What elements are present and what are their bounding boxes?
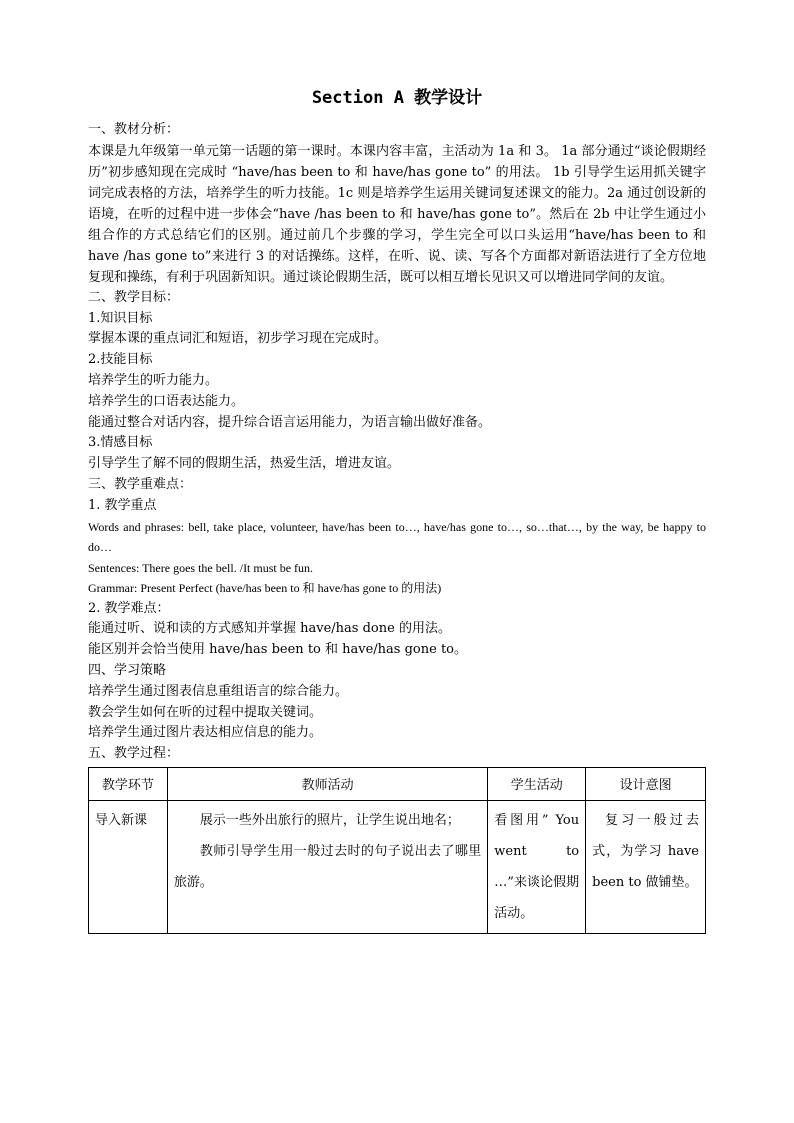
student-activity-text: 看图用” You went to …”来谈论假期活动。	[494, 812, 580, 921]
strategy-1: 培养学生通过图表信息重组语言的综合能力。	[88, 683, 349, 699]
cell-student-activity	[488, 800, 586, 933]
header-design-intent: 设计意图	[586, 767, 706, 800]
cell-design-intent	[586, 800, 706, 933]
design-intent-text: 复习一般过去式，为学习 have been to 做铺垫。	[592, 812, 699, 890]
analysis-paragraph: 本课是九年级第一单元第一话题的第一课时。本课内容丰富，主活动为 1a 和 3。 1a 部分通过“谈论假期经历”初步感知现在完成时 “have/has been to 和 have/has gone to” 的用法。 1b 引导学生运用抓关键字词完成表格的方法，培养学生的听力技能。1c 则是培养学生运用关键词复述课文的能力。2a 通过创设新的语境，在听的过程中进一步体会“have /has been to 和 have/has gone to”。然后在 2b 中让学生通过小组合作的方式总结它们的区别。通过前几个步骤的学习，学生完全可以口头运用“have/has been to 和 have /has gone to”来进行 3 的对话操练。这样，在听、说、读、写各个方面都对新语法进行了全方位地复现和操练，有利于巩固新知识。通过谈论假期生活，既可以相互增长见识又可以增进同学间的友谊。	[88, 143, 706, 285]
key-grammar: Grammar: Present Perfect (have/has been to 和 have/has gone to 的用法)	[88, 581, 442, 596]
strategy-2: 教会学生如何在听的过程中提取关键词。	[88, 704, 323, 720]
goal-knowledge-text: 掌握本课的重点词汇和短语，初步学习现在完成时。	[88, 331, 388, 347]
goal-skill-listening: 培养学生的听力能力。	[88, 372, 219, 388]
cell-teacher-activity	[167, 800, 487, 933]
difficult-point-2: 能区别并会恰当使用 have/has been to 和 have/has gone to。	[88, 642, 467, 658]
teacher-activity-1: 展示一些外出旅行的照片，让学生说出地名；	[199, 812, 460, 828]
section-heading-key-points: 三、教学重难点：	[88, 476, 193, 492]
teaching-process-table	[88, 767, 706, 934]
document-title: Section A 教学设计	[311, 88, 483, 108]
section-heading-goals: 二、教学目标：	[88, 289, 180, 305]
section-heading-process: 五、教学过程：	[88, 746, 180, 762]
goal-skill-speaking: 培养学生的口语表达能力。	[88, 393, 245, 409]
table-header-row	[89, 767, 706, 800]
key-sentences: Sentences: There goes the bell. /It must be fun.	[88, 560, 314, 575]
header-teacher-activity: 教师活动	[167, 767, 487, 800]
document-page	[88, 84, 706, 934]
section-heading-analysis: 一、教材分析：	[88, 122, 180, 137]
table-row	[89, 800, 706, 933]
stage-text: 导入新课	[95, 812, 148, 828]
header-stage: 教学环节	[89, 767, 168, 800]
header-student-activity: 学生活动	[488, 767, 586, 800]
difficult-points-heading: 2. 教学难点：	[88, 600, 170, 616]
goal-emotion-heading: 3.情感目标	[88, 435, 153, 451]
difficult-point-1: 能通过听、说和读的方式感知并掌握 have/has done 的用法。	[88, 621, 451, 637]
cell-stage	[89, 800, 168, 933]
key-points-heading: 1. 教学重点	[88, 497, 157, 513]
key-words-phrases: Words and phrases: bell, take place, volunteer, have/has been to…, have/has gone to…, so…that…, by the way, be happy to do…	[88, 519, 706, 555]
strategy-3: 培养学生通过图片表达相应信息的能力。	[88, 725, 323, 741]
teacher-activity-2: 教师引导学生用一般过去时的句子说出去了哪里旅游。	[173, 843, 482, 890]
goal-emotion-text: 引导学生了解不同的假期生活，热爱生活，增进友谊。	[88, 456, 401, 472]
section-heading-strategy: 四、学习策略	[88, 662, 167, 678]
goal-skill-integration: 能通过整合对话内容，提升综合语言运用能力，为语言输出做好准备。	[88, 414, 492, 430]
goal-skill-heading: 2.技能目标	[88, 352, 153, 368]
goal-knowledge-heading: 1.知识目标	[88, 310, 153, 326]
